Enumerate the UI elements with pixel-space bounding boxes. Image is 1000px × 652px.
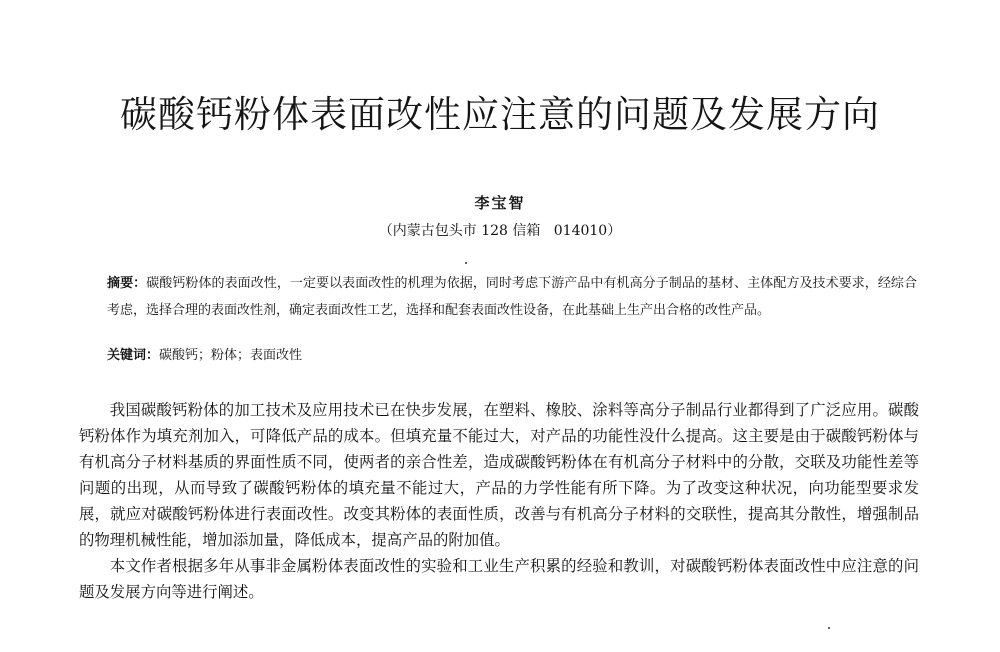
abstract [107,270,917,324]
scan-speck [465,262,467,264]
body-text [79,397,919,605]
body-paragraph-1: 我国碳酸钙粉体的加工技术及应用技术已在快步发展，在塑料、橡胶、涂料等高分子制品行业都得到了广泛应用。碳酸钙粉体作为填充剂加入，可降低产品的成本。但填充量不能过大，对产品的功能性没什么提高。这主要是由于碳酸钙粉体与有机高分子材料基质的界面性质不同，使两者的亲合性差，造成碳酸钙粉体在有机高分子材料中的分散，交联及功能性差等问题的出现，从而导致了碳酸钙粉体的填充量不能过大，产品的力学性能有所下降。为了改变这种状况，向功能型要求发展，就应对碳酸钙粉体进行表面改性。改变其粉体的表面性质，改善与有机高分子材料的交联性，提高其分散性，增强制品的物理机械性能，增加添加量，降低成本，提高产品的附加值。 [79,401,919,549]
keywords [107,346,917,366]
paper-title: 碳酸钙粉体表面改性应注意的问题及发展方向 [120,93,880,136]
author-affiliation: （内蒙古包头市 128 信箱 014010） [378,223,622,239]
body-paragraph-2: 本文作者根据多年从事非金属粉体表面改性的实验和工业生产积累的经验和教训，对碳酸钙粉体表面改性中应注意的问题及发展方向等进行阐述。 [79,557,919,601]
abstract-label: 摘要： [107,276,147,291]
author-name: 李宝智 [474,194,526,212]
scan-speck [828,627,830,629]
keywords-text: 碳酸钙；粉体；表面改性 [159,348,303,363]
abstract-text: 碳酸钙粉体的表面改性，一定要以表面改性的机理为依据，同时考虑下游产品中有机高分子制品的基材、主体配方及技术要求，经综合考虑，选择合理的表面改性剂，确定表面改性工艺，选择和配套表面改性设备，在此基础上生产出合格的改性产品。 [107,276,917,318]
keywords-label: 关键词： [107,348,160,363]
